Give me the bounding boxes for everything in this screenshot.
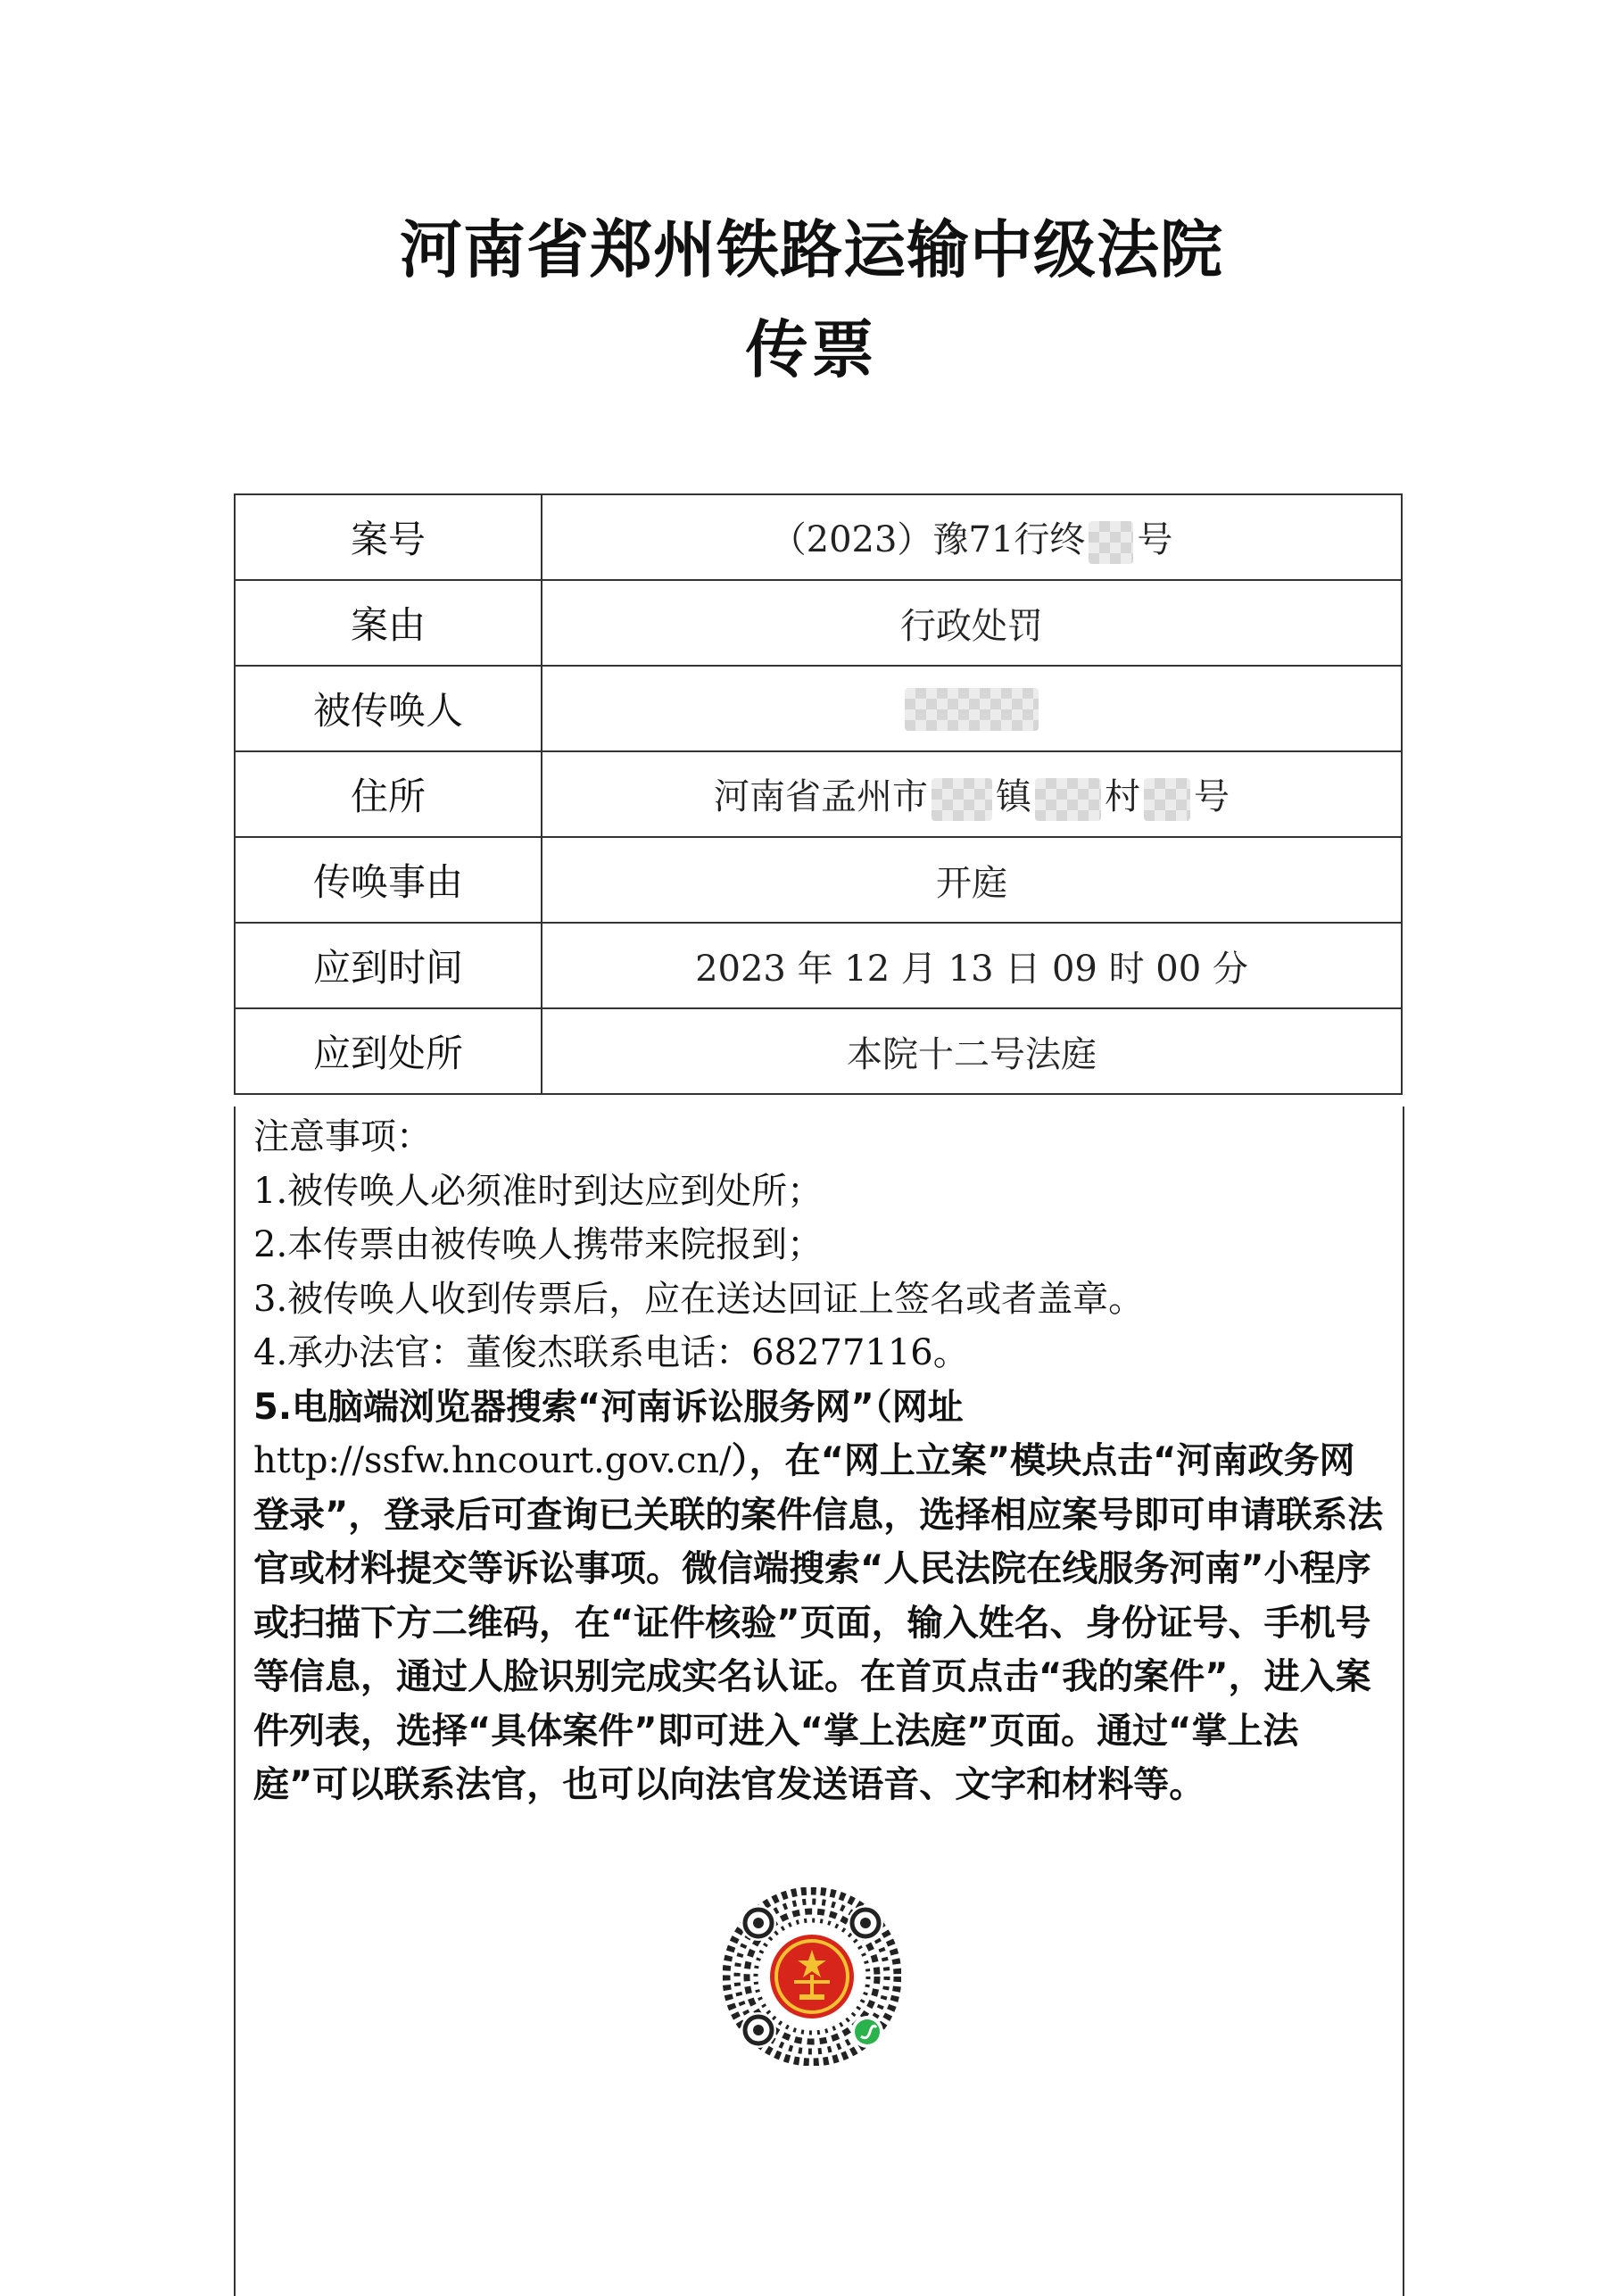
summoned-label: 被传唤人 xyxy=(235,666,542,751)
case-no-value xyxy=(542,494,1402,580)
address-value xyxy=(542,751,1402,837)
qr-finder-bottom-left xyxy=(741,2012,776,2048)
notes-text xyxy=(253,1110,1387,1812)
document-title: 传票 xyxy=(745,313,878,386)
mini-program-qr-code xyxy=(723,1887,901,2066)
table-row xyxy=(235,923,1402,1008)
cause-label: 案由 xyxy=(235,580,542,666)
redaction-mask xyxy=(1089,521,1133,564)
redaction-mask xyxy=(932,778,992,821)
address-part: 号 xyxy=(1194,775,1230,817)
notes-item-5-intro: 5.电脑端浏览器搜索“河南诉讼服务网”（网址 xyxy=(253,1386,964,1428)
address-label: 住所 xyxy=(235,751,542,837)
summons-table xyxy=(234,493,1403,1095)
place-label: 应到处所 xyxy=(235,1008,542,1094)
reason-value: 开庭 xyxy=(542,837,1402,923)
redaction-mask xyxy=(905,688,1039,731)
court-website-url: http://ssfw.hncourt.gov.cn/ xyxy=(253,1440,732,1481)
time-label: 应到时间 xyxy=(235,923,542,1008)
notes-item: 4.承办法官：董俊杰联系电话：68277116。 xyxy=(253,1332,969,1373)
qr-finder-top-left xyxy=(741,1905,776,1941)
qr-finder-top-right xyxy=(848,1905,883,1941)
address-part: 镇 xyxy=(996,775,1031,817)
table-row xyxy=(235,494,1402,580)
notes-item-5-body: ），在“网上立案”模块点击“河南政务网登录”，登录后可查询已关联的案件信息，选择相应案号即可申请联系法官或材料提交等诉讼事项。微信端搜索“人民法院在线服务河南”小程序或扫描下方二维码，在“证件核验”页面，输入姓名、身份证号、手机号等信息，通过人脸识别完成实名认证。在首页点击“我的案件”，进入案件列表，选择“具体案件”即可进入“掌上法庭”页面。通过“掌上法庭”可以联系法官，也可以向法官发送语音、文字和材料等。 xyxy=(253,1440,1384,1805)
notes-section xyxy=(234,1107,1404,2296)
address-part: 河南省孟州市 xyxy=(714,775,928,817)
table-row xyxy=(235,580,1402,666)
time-value: 2023 年 12 月 13 日 09 时 00 分 xyxy=(542,923,1402,1008)
case-no-label: 案号 xyxy=(235,494,542,580)
address-part: 村 xyxy=(1105,775,1140,817)
notes-item: 2.本传票由被传唤人携带来院报到； xyxy=(253,1224,824,1265)
place-value: 本院十二号法庭 xyxy=(542,1008,1402,1094)
notes-heading: 注意事项： xyxy=(253,1116,432,1157)
court-name: 河南省郑州铁路运输中级法院 xyxy=(400,213,1223,286)
wechat-mini-program-icon xyxy=(851,2016,883,2048)
notes-item-5 xyxy=(253,1380,1387,1812)
summoned-value xyxy=(542,666,1402,751)
reason-label: 传唤事由 xyxy=(235,837,542,923)
table-row xyxy=(235,1008,1402,1094)
table-row xyxy=(235,837,1402,923)
notes-item: 1.被传唤人必须准时到达应到处所； xyxy=(253,1170,824,1212)
cause-value: 行政处罚 xyxy=(542,580,1402,666)
court-emblem-icon xyxy=(764,1928,860,2025)
redaction-mask xyxy=(1035,778,1101,821)
case-no-prefix: （2023）豫71行终 xyxy=(770,518,1086,560)
table-row xyxy=(235,751,1402,837)
table-row xyxy=(235,666,1402,751)
redaction-mask xyxy=(1144,778,1190,821)
notes-item: 3.被传唤人收到传票后，应在送达回证上签名或者盖章。 xyxy=(253,1278,1145,1320)
case-no-suffix: 号 xyxy=(1137,518,1173,560)
